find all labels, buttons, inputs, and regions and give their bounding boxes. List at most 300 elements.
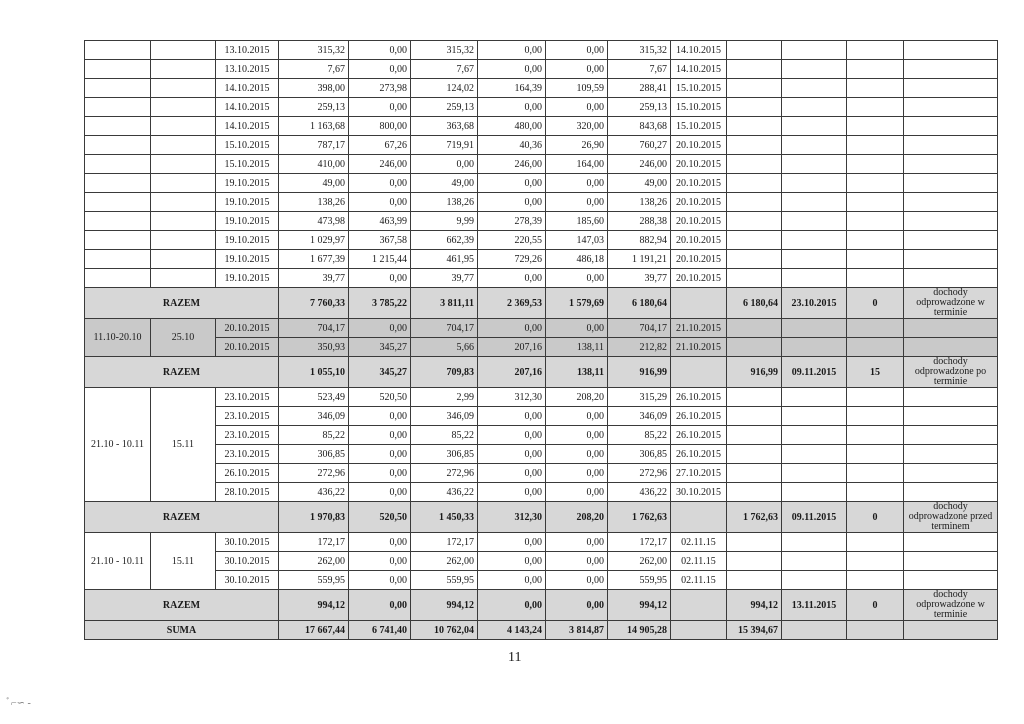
code-cell xyxy=(151,60,216,79)
amount-cell: 7,67 xyxy=(608,60,671,79)
amount-cell: 882,94 xyxy=(608,231,671,250)
amount-cell: 0,00 xyxy=(546,269,608,288)
date-cell: 19.10.2015 xyxy=(216,193,279,212)
date-cell: 14.10.2015 xyxy=(216,117,279,136)
amount-cell: 246,00 xyxy=(349,155,411,174)
empty-cell xyxy=(847,319,904,338)
amount-cell: 172,17 xyxy=(608,533,671,552)
amount-cell: 85,22 xyxy=(279,426,349,445)
amount-cell: 0,00 xyxy=(546,445,608,464)
table-row xyxy=(85,136,998,155)
empty-cell xyxy=(904,388,998,407)
amount-cell: 138,26 xyxy=(608,193,671,212)
amount-cell: 0,00 xyxy=(478,533,546,552)
amount-cell: 288,41 xyxy=(608,79,671,98)
summary-row xyxy=(85,621,998,640)
empty-cell xyxy=(847,98,904,117)
period-cell xyxy=(85,231,151,250)
date-cell: 15.10.2015 xyxy=(216,155,279,174)
amount-cell: 207,16 xyxy=(478,338,546,357)
date-cell: 19.10.2015 xyxy=(216,231,279,250)
empty-cell xyxy=(904,552,998,571)
date-cell: 19.10.2015 xyxy=(216,212,279,231)
date-cell: 13.10.2015 xyxy=(216,60,279,79)
empty-cell xyxy=(782,155,847,174)
date-cell: 23.10.2015 xyxy=(216,445,279,464)
summary-amount: 994,12 xyxy=(279,590,349,621)
summary-days: 0 xyxy=(847,288,904,319)
empty-cell xyxy=(904,571,998,590)
amount-cell: 39,77 xyxy=(279,269,349,288)
amount-cell: 212,82 xyxy=(608,338,671,357)
amount-cell: 0,00 xyxy=(546,426,608,445)
transfer-date-cell: 15.10.2015 xyxy=(671,79,727,98)
amount-cell: 0,00 xyxy=(546,533,608,552)
amount-cell: 273,98 xyxy=(349,79,411,98)
summary-label: SUMA xyxy=(85,621,279,640)
empty-cell xyxy=(727,552,782,571)
amount-cell: 486,18 xyxy=(546,250,608,269)
amount-cell: 0,00 xyxy=(546,60,608,79)
table-row xyxy=(85,117,998,136)
period-cell xyxy=(85,60,151,79)
amount-cell: 0,00 xyxy=(478,552,546,571)
amount-cell: 49,00 xyxy=(279,174,349,193)
amount-cell: 559,95 xyxy=(608,571,671,590)
period-cell xyxy=(85,79,151,98)
amount-cell: 315,32 xyxy=(411,41,478,60)
empty-cell xyxy=(847,250,904,269)
summary-amount: 709,83 xyxy=(411,357,478,388)
empty-cell xyxy=(847,571,904,590)
amount-cell: 85,22 xyxy=(608,426,671,445)
amount-cell: 0,00 xyxy=(349,407,411,426)
code-cell xyxy=(151,155,216,174)
amount-cell: 704,17 xyxy=(279,319,349,338)
amount-cell: 800,00 xyxy=(349,117,411,136)
summary-note: dochody odprowadzone przed terminem xyxy=(904,502,998,533)
amount-cell: 1 029,97 xyxy=(279,231,349,250)
amount-cell: 208,20 xyxy=(546,388,608,407)
empty-cell xyxy=(782,41,847,60)
transfer-date-cell: 15.10.2015 xyxy=(671,117,727,136)
amount-cell: 164,00 xyxy=(546,155,608,174)
summary-amount: 207,16 xyxy=(478,357,546,388)
empty-cell xyxy=(847,533,904,552)
amount-cell: 704,17 xyxy=(608,319,671,338)
amount-cell: 0,00 xyxy=(546,464,608,483)
empty-cell xyxy=(727,407,782,426)
empty-cell xyxy=(782,269,847,288)
amount-cell: 0,00 xyxy=(349,533,411,552)
transfer-date-cell: 02.11.15 xyxy=(671,533,727,552)
summary-total: 1 762,63 xyxy=(727,502,782,533)
page-number: 11 xyxy=(508,650,522,665)
table-row xyxy=(85,231,998,250)
amount-cell: 367,58 xyxy=(349,231,411,250)
amount-cell: 0,00 xyxy=(349,483,411,502)
empty-cell xyxy=(847,426,904,445)
amount-cell: 350,93 xyxy=(279,338,349,357)
amount-cell: 288,38 xyxy=(608,212,671,231)
summary-date: 09.11.2015 xyxy=(782,502,847,533)
empty-cell xyxy=(782,407,847,426)
code-cell xyxy=(151,174,216,193)
summary-amount: 0,00 xyxy=(478,590,546,621)
amount-cell: 67,26 xyxy=(349,136,411,155)
date-cell: 15.10.2015 xyxy=(216,136,279,155)
table-row xyxy=(85,41,998,60)
amount-cell: 1 215,44 xyxy=(349,250,411,269)
summary-amount: 1 055,10 xyxy=(279,357,349,388)
empty-cell xyxy=(847,464,904,483)
empty-cell xyxy=(782,388,847,407)
empty-cell xyxy=(727,533,782,552)
period-cell xyxy=(85,98,151,117)
amount-cell: 0,00 xyxy=(349,41,411,60)
amount-cell: 0,00 xyxy=(546,98,608,117)
summary-amount: 3 785,22 xyxy=(349,288,411,319)
amount-cell: 0,00 xyxy=(478,445,546,464)
transfer-date-cell: 30.10.2015 xyxy=(671,483,727,502)
amount-cell: 262,00 xyxy=(279,552,349,571)
summary-amount: 1 970,83 xyxy=(279,502,349,533)
amount-cell: 0,00 xyxy=(478,41,546,60)
amount-cell: 0,00 xyxy=(546,552,608,571)
amount-cell: 272,96 xyxy=(608,464,671,483)
empty-cell xyxy=(847,231,904,250)
table-row xyxy=(85,388,998,407)
amount-cell: 410,00 xyxy=(279,155,349,174)
amount-cell: 0,00 xyxy=(478,407,546,426)
empty-cell xyxy=(727,269,782,288)
amount-cell: 246,00 xyxy=(478,155,546,174)
table-row xyxy=(85,174,998,193)
transfer-date-cell: 15.10.2015 xyxy=(671,98,727,117)
empty-cell xyxy=(782,174,847,193)
empty-cell xyxy=(727,41,782,60)
period-cell xyxy=(85,117,151,136)
summary-label: RAZEM xyxy=(85,502,279,533)
amount-cell: 0,00 xyxy=(349,552,411,571)
transfer-date-cell: 27.10.2015 xyxy=(671,464,727,483)
empty-cell xyxy=(904,250,998,269)
summary-amount: 1 579,69 xyxy=(546,288,608,319)
amount-cell: 363,68 xyxy=(411,117,478,136)
amount-cell: 0,00 xyxy=(546,193,608,212)
transfer-date-cell: 20.10.2015 xyxy=(671,231,727,250)
empty-cell xyxy=(727,174,782,193)
date-cell: 23.10.2015 xyxy=(216,426,279,445)
period-cell xyxy=(85,269,151,288)
table-row xyxy=(85,407,998,426)
empty-cell xyxy=(782,250,847,269)
code-cell xyxy=(151,193,216,212)
amount-cell: 5,66 xyxy=(411,338,478,357)
empty-cell xyxy=(847,136,904,155)
amount-cell: 315,29 xyxy=(608,388,671,407)
amount-cell: 2,99 xyxy=(411,388,478,407)
empty-cell xyxy=(904,98,998,117)
amount-cell: 473,98 xyxy=(279,212,349,231)
empty-cell xyxy=(904,407,998,426)
amount-cell: 1 163,68 xyxy=(279,117,349,136)
transfer-date-cell: 26.10.2015 xyxy=(671,426,727,445)
empty-cell xyxy=(782,571,847,590)
empty-cell xyxy=(904,41,998,60)
amount-cell: 1 191,21 xyxy=(608,250,671,269)
summary-label: RAZEM xyxy=(85,590,279,621)
date-cell: 20.10.2015 xyxy=(216,338,279,357)
summary-days xyxy=(847,621,904,640)
empty-cell xyxy=(782,319,847,338)
amount-cell: 480,00 xyxy=(478,117,546,136)
summary-row xyxy=(85,357,998,388)
amount-cell: 172,17 xyxy=(279,533,349,552)
amount-cell: 259,13 xyxy=(411,98,478,117)
empty-cell xyxy=(727,464,782,483)
period-cell xyxy=(85,250,151,269)
table-row xyxy=(85,319,998,338)
date-cell: 19.10.2015 xyxy=(216,250,279,269)
period-cell xyxy=(85,193,151,212)
empty-cell xyxy=(904,464,998,483)
empty-cell xyxy=(904,212,998,231)
amount-cell: 185,60 xyxy=(546,212,608,231)
code-cell xyxy=(151,212,216,231)
date-cell: 14.10.2015 xyxy=(216,79,279,98)
summary-amount: 17 667,44 xyxy=(279,621,349,640)
empty-cell xyxy=(671,590,727,621)
empty-cell xyxy=(727,98,782,117)
amount-cell: 0,00 xyxy=(349,269,411,288)
summary-amount: 1 450,33 xyxy=(411,502,478,533)
amount-cell: 259,13 xyxy=(279,98,349,117)
empty-cell xyxy=(904,136,998,155)
amount-cell: 523,49 xyxy=(279,388,349,407)
code-cell xyxy=(151,98,216,117)
empty-cell xyxy=(847,155,904,174)
empty-cell xyxy=(847,552,904,571)
amount-cell: 398,00 xyxy=(279,79,349,98)
empty-cell xyxy=(904,445,998,464)
summary-total: 994,12 xyxy=(727,590,782,621)
empty-cell xyxy=(904,319,998,338)
amount-cell: 0,00 xyxy=(349,319,411,338)
amount-cell: 787,17 xyxy=(279,136,349,155)
amount-cell: 7,67 xyxy=(279,60,349,79)
amount-cell: 559,95 xyxy=(411,571,478,590)
amount-cell: 0,00 xyxy=(478,98,546,117)
summary-date: 13.11.2015 xyxy=(782,590,847,621)
amount-cell: 0,00 xyxy=(478,426,546,445)
empty-cell xyxy=(847,174,904,193)
table-row xyxy=(85,552,998,571)
empty-cell xyxy=(671,502,727,533)
amount-cell: 0,00 xyxy=(411,155,478,174)
empty-cell xyxy=(847,79,904,98)
amount-cell: 312,30 xyxy=(478,388,546,407)
empty-cell xyxy=(782,98,847,117)
amount-cell: 346,09 xyxy=(411,407,478,426)
date-cell: 19.10.2015 xyxy=(216,269,279,288)
code-cell xyxy=(151,136,216,155)
empty-cell xyxy=(727,60,782,79)
transfer-date-cell: 21.10.2015 xyxy=(671,338,727,357)
amount-cell: 345,27 xyxy=(349,338,411,357)
summary-total: 15 394,67 xyxy=(727,621,782,640)
transfer-date-cell: 20.10.2015 xyxy=(671,155,727,174)
amount-cell: 0,00 xyxy=(546,41,608,60)
summary-amount: 312,30 xyxy=(478,502,546,533)
amount-cell: 262,00 xyxy=(608,552,671,571)
empty-cell xyxy=(904,174,998,193)
period-cell: 21.10 - 10.11 xyxy=(85,388,151,502)
transfer-date-cell: 26.10.2015 xyxy=(671,445,727,464)
table-row xyxy=(85,445,998,464)
date-cell: 30.10.2015 xyxy=(216,533,279,552)
empty-cell xyxy=(847,483,904,502)
date-cell: 23.10.2015 xyxy=(216,388,279,407)
amount-cell: 0,00 xyxy=(546,483,608,502)
empty-cell xyxy=(727,319,782,338)
transfer-date-cell: 20.10.2015 xyxy=(671,269,727,288)
table-row xyxy=(85,571,998,590)
empty-cell xyxy=(904,483,998,502)
table-row xyxy=(85,426,998,445)
amount-cell: 138,11 xyxy=(546,338,608,357)
empty-cell xyxy=(727,136,782,155)
amount-cell: 0,00 xyxy=(546,319,608,338)
date-cell: 30.10.2015 xyxy=(216,571,279,590)
amount-cell: 463,99 xyxy=(349,212,411,231)
empty-cell xyxy=(847,212,904,231)
summary-note: dochody odprowadzone po terminie xyxy=(904,357,998,388)
empty-cell xyxy=(727,155,782,174)
summary-amount: 994,12 xyxy=(411,590,478,621)
amount-cell: 306,85 xyxy=(279,445,349,464)
empty-cell xyxy=(847,407,904,426)
amount-cell: 0,00 xyxy=(349,193,411,212)
summary-amount: 6 180,64 xyxy=(608,288,671,319)
period-cell: 21.10 - 10.11 xyxy=(85,533,151,590)
transfer-date-cell: 20.10.2015 xyxy=(671,174,727,193)
amount-cell: 436,22 xyxy=(411,483,478,502)
handwritten-mark: ﾞ⌐∽ - xyxy=(6,698,31,709)
empty-cell xyxy=(727,445,782,464)
table-row xyxy=(85,212,998,231)
empty-cell xyxy=(847,193,904,212)
transfer-date-cell: 26.10.2015 xyxy=(671,388,727,407)
empty-cell xyxy=(847,117,904,136)
table-row xyxy=(85,155,998,174)
code-cell: 15.11 xyxy=(151,533,216,590)
summary-amount: 14 905,28 xyxy=(608,621,671,640)
table-row xyxy=(85,269,998,288)
amount-cell: 346,09 xyxy=(608,407,671,426)
amount-cell: 272,96 xyxy=(411,464,478,483)
amount-cell: 278,39 xyxy=(478,212,546,231)
summary-amount: 0,00 xyxy=(546,590,608,621)
empty-cell xyxy=(782,60,847,79)
amount-cell: 662,39 xyxy=(411,231,478,250)
empty-cell xyxy=(782,338,847,357)
summary-label: RAZEM xyxy=(85,288,279,319)
amount-cell: 39,77 xyxy=(411,269,478,288)
period-cell: 11.10-20.10 xyxy=(85,319,151,357)
date-cell: 13.10.2015 xyxy=(216,41,279,60)
period-cell xyxy=(85,136,151,155)
period-cell xyxy=(85,174,151,193)
amount-cell: 320,00 xyxy=(546,117,608,136)
amount-cell: 147,03 xyxy=(546,231,608,250)
amount-cell: 315,32 xyxy=(279,41,349,60)
amount-cell: 704,17 xyxy=(411,319,478,338)
empty-cell xyxy=(904,533,998,552)
amount-cell: 760,27 xyxy=(608,136,671,155)
date-cell: 14.10.2015 xyxy=(216,98,279,117)
empty-cell xyxy=(727,117,782,136)
summary-amount: 916,99 xyxy=(608,357,671,388)
amount-cell: 461,95 xyxy=(411,250,478,269)
empty-cell xyxy=(727,483,782,502)
amount-cell: 0,00 xyxy=(349,174,411,193)
transfer-date-cell: 20.10.2015 xyxy=(671,212,727,231)
transfer-date-cell: 14.10.2015 xyxy=(671,60,727,79)
empty-cell xyxy=(847,445,904,464)
transfer-date-cell: 20.10.2015 xyxy=(671,136,727,155)
amount-cell: 0,00 xyxy=(349,464,411,483)
period-cell xyxy=(85,155,151,174)
amount-cell: 0,00 xyxy=(349,571,411,590)
empty-cell xyxy=(904,193,998,212)
table-row xyxy=(85,483,998,502)
date-cell: 20.10.2015 xyxy=(216,319,279,338)
empty-cell xyxy=(847,388,904,407)
summary-amount: 4 143,24 xyxy=(478,621,546,640)
amount-cell: 40,36 xyxy=(478,136,546,155)
empty-cell xyxy=(904,269,998,288)
amount-cell: 306,85 xyxy=(411,445,478,464)
summary-amount: 1 762,63 xyxy=(608,502,671,533)
amount-cell: 436,22 xyxy=(608,483,671,502)
empty-cell xyxy=(782,533,847,552)
empty-cell xyxy=(782,426,847,445)
summary-days: 15 xyxy=(847,357,904,388)
empty-cell xyxy=(847,41,904,60)
empty-cell xyxy=(782,552,847,571)
summary-amount: 138,11 xyxy=(546,357,608,388)
table-row xyxy=(85,250,998,269)
empty-cell xyxy=(671,621,727,640)
amount-cell: 49,00 xyxy=(411,174,478,193)
amount-cell: 0,00 xyxy=(349,60,411,79)
date-cell: 26.10.2015 xyxy=(216,464,279,483)
empty-cell xyxy=(727,571,782,590)
amount-cell: 306,85 xyxy=(608,445,671,464)
transfer-date-cell: 20.10.2015 xyxy=(671,250,727,269)
amount-cell: 138,26 xyxy=(279,193,349,212)
amount-cell: 1 677,39 xyxy=(279,250,349,269)
summary-amount: 345,27 xyxy=(349,357,411,388)
date-cell: 30.10.2015 xyxy=(216,552,279,571)
amount-cell: 719,91 xyxy=(411,136,478,155)
summary-row xyxy=(85,288,998,319)
amount-cell: 0,00 xyxy=(349,426,411,445)
amount-cell: 220,55 xyxy=(478,231,546,250)
amount-cell: 124,02 xyxy=(411,79,478,98)
empty-cell xyxy=(727,193,782,212)
